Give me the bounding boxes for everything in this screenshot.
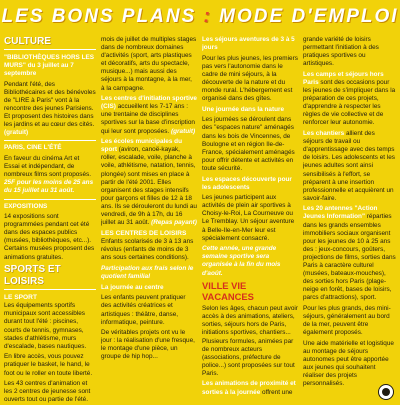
nature-text: Les journées se déroulent dans des "espaces nature" aménagés dans les bois de Vincennes, de Boulogne et en région Ile-de-France, spécialement aménagés pour offrir détente et activités en toute sécurité. [202, 116, 295, 172]
column-2 [101, 36, 197, 405]
cine-highlight: 25F pour les moins de 25 ans du 15 juillet au 31 août. [4, 179, 94, 195]
sport-text-1: Les équipements sportifs municipaux sont accessibles durant tout l'été : piscines, courts de tennis, gymnases, stades d'athlétisme, murs d'escalade, bases nautiques. [4, 302, 87, 350]
nature-title: Une journée dans la nature [202, 105, 285, 113]
loisirs-highlight: Participation aux frais selon le quotient familial [101, 265, 194, 281]
proxi-title: Les animations de proximité et sorties à la journée [202, 380, 296, 396]
divider [4, 199, 96, 200]
camps-paragraph [303, 71, 396, 128]
col4-text-2: Pour les plus grands, des mini-séjours, généralement au bord de la mer, peuvent être également proposés. [303, 305, 391, 337]
page-title-part-b: MODE D'EMPLOI [219, 6, 399, 27]
brand-logo-icon [378, 384, 394, 400]
ecoles-body: (aviron, canoë-kayak, roller, escalade, voile, planche à voile, athlétisme, natation, tennis, plongée) sont mises en place à partir de l'été 2001. Elles organisent des stages intensifs pour garçons et filles de 12 à 18 ans. Ils se dérouleront du lundi au vendredi, de 9h à 17h, du 16 juillet au 31 août. [101, 146, 197, 227]
biblio-body: Pendant l'été, des Bibliothécaires et des bénévoles de "LIRE à Paris" vont à la rencontre des jeunes Parisiens. Et proposent des histoires dans les jardins et au cœur des cités. [4, 80, 96, 129]
expo-text: 14 expositions sont programmées pendant cet été dans des espaces publics (musées, bibliothèques, etc...). Certains musées proposent des animations gratuites. [4, 213, 95, 261]
biblio-tag: (gratuit) [4, 129, 29, 137]
divider [4, 140, 96, 141]
column-1 [4, 36, 96, 405]
column-4 [303, 36, 396, 405]
antennes-title: Les 20 antennes "Action Jeunes Information" [303, 205, 378, 221]
col4-intro: grande variété de loisirs permettant l'initiation à des pratiques sportives ou artistiques. [303, 36, 379, 68]
proxi-body: offrent une [262, 388, 293, 396]
culture-heading: CULTURE [4, 36, 96, 50]
ecoles-title: Les écoles municipales du sport [101, 138, 182, 154]
chantiers-paragraph [303, 130, 396, 203]
ferme-text: Les enfants peuvent pratiquer des activités créatrices et artistiques : théâtre, danse, informatique, peinture. [101, 294, 186, 326]
aventure-text: Pour les plus jeunes, les premiers pas vers l'autonomie dans le cadre de mini séjours, à la découverte de la nature et du monde rural. L'hébergement est organisé dans des gîtes. [202, 54, 298, 103]
antennes-body: réparties dans les grands ensembles immobiliers sociaux organisent pour les jeunes de 10 à 25 ans des : jeux-concours, goûters, projections de films, sorties dans Paris à caractère culturel (musées, bateaux-mouches), des sorties hors Paris (plage-neige en forêt, bases de loisirs, parcs d'attractions), sport. [303, 213, 396, 302]
ecoles-tag: (Repas payant) [151, 219, 197, 227]
page-banner [0, 0, 400, 34]
biblio-text [4, 81, 96, 138]
chantiers-title: Les chantiers [303, 130, 345, 138]
sport-heading: SPORTS ET LOISIRS [4, 264, 96, 290]
ecoles-paragraph [101, 138, 197, 227]
proxi-paragraph [202, 380, 298, 396]
cine-title: PARIS, CINE L'ÉTÉ [4, 144, 62, 152]
espace-text: Les jeunes participent aux activités de plein air sportives à Choisy-le-Roi, La Courneuve ou Le Tremblay. Un séjour aventure à Belle-Ile-en-Mer leur est spécialement consacré. [202, 194, 295, 242]
loisirs-text: Enfants scolarisés de 3 à 13 ans révolus (enfants de moins de 3 ans sous certaines conditions). [101, 238, 194, 262]
espace-title: Les espaces découverte pour les adolescents [202, 175, 292, 191]
cine-text [4, 155, 96, 195]
col4-text-3: Une aide matérielle et logistique au montage de séjours autonomes peut être apportée aux jeunes qui souhaitent réaliser des projets personnalisés. [303, 339, 394, 388]
ville-heading: VILLE VIE VACANCES [202, 280, 254, 303]
logo-inner [382, 388, 390, 396]
cis-body: accueillent les 7-17 ans : une trentaine de disciplines sportives sur la base d'inscription qui leur sont proposées. [101, 103, 195, 135]
aventure-title: Les séjours aventures de 3 à 5 jours [202, 36, 295, 52]
loisirs-subheading: LES CENTRES DE LOISIRS [101, 230, 187, 238]
ville-text: Selon les âges, chacun peut avoir accès à des animations, ateliers, sorties, séjours hors de Paris, initiations sportives, chantiers... Plusieurs formules, animées par de nombreux acteurs (associations, préfecture de police...) sont proposées sur tout Paris. [202, 305, 298, 377]
page-title-separator: : [196, 6, 220, 27]
ferme-text-2: De véritables projets ont vu le jour : la réalisation d'une fresque, le montage d'une pièce, un groupe de hip hop... [101, 329, 195, 361]
camps-title: Les camps et séjours hors Paris [303, 70, 384, 86]
ferme-subheading: La journée au centre [101, 283, 164, 291]
cis-title: Les centres d'initiation sportive (CIS) [101, 95, 197, 111]
biblio-title: "BIBLIOTHÈQUES HORS LES MURS" du 3 juillet au 7 septembre [4, 54, 95, 78]
antennes-paragraph [303, 205, 396, 302]
col2-intro: mois de juillet de multiples stages dans de nombreux domaines d'activités (sport, arts plastiques et décoratifs, arts du spectacle, musique...) mais aussi des séjours à la montagne, à la mer, à la campagne. [101, 36, 197, 92]
sport-text-2: En libre accès, vous pouvez pratiquer le basket, le hand, le foot ou le roller en toute liberté. [4, 353, 93, 377]
page-title [1, 6, 398, 28]
cis-paragraph [101, 95, 197, 135]
chantiers-body: allient des séjours de travail ou d'apprentissage avec des temps de loisirs. Les adolescents et les jeunes adultes sont ainsi sensibilisés à l'effort, se préparent à une insertion professionnelle et acquièrent un savoir-faire. [303, 130, 396, 202]
espace-highlight: Cette année, une grande semaine sportive sera organisée à la fin du mois d'août. [202, 245, 281, 277]
page-title-part-a: LES BONS PLANS [1, 6, 197, 27]
camps-body: sont des occasions pour les jeunes de s'impliquer dans la préparation de ces projets, d'apprendre à respecter les règles de vie collective et de renforcer leur autonomie. [303, 78, 396, 127]
sport-text-3: Les 43 centres d'animation et les 2 centres de jeunesse sont ouverts tout ou partie de l'été. [4, 380, 91, 404]
column-3 [202, 36, 298, 405]
cis-tag: (gratuit) [171, 127, 196, 135]
cine-body: En faveur du cinéma Art et Essai et indépendant, de nombreux films sont proposés. [4, 155, 92, 179]
sport-subheading: LE SPORT [4, 294, 37, 302]
expo-title: EXPOSITIONS [4, 202, 48, 210]
